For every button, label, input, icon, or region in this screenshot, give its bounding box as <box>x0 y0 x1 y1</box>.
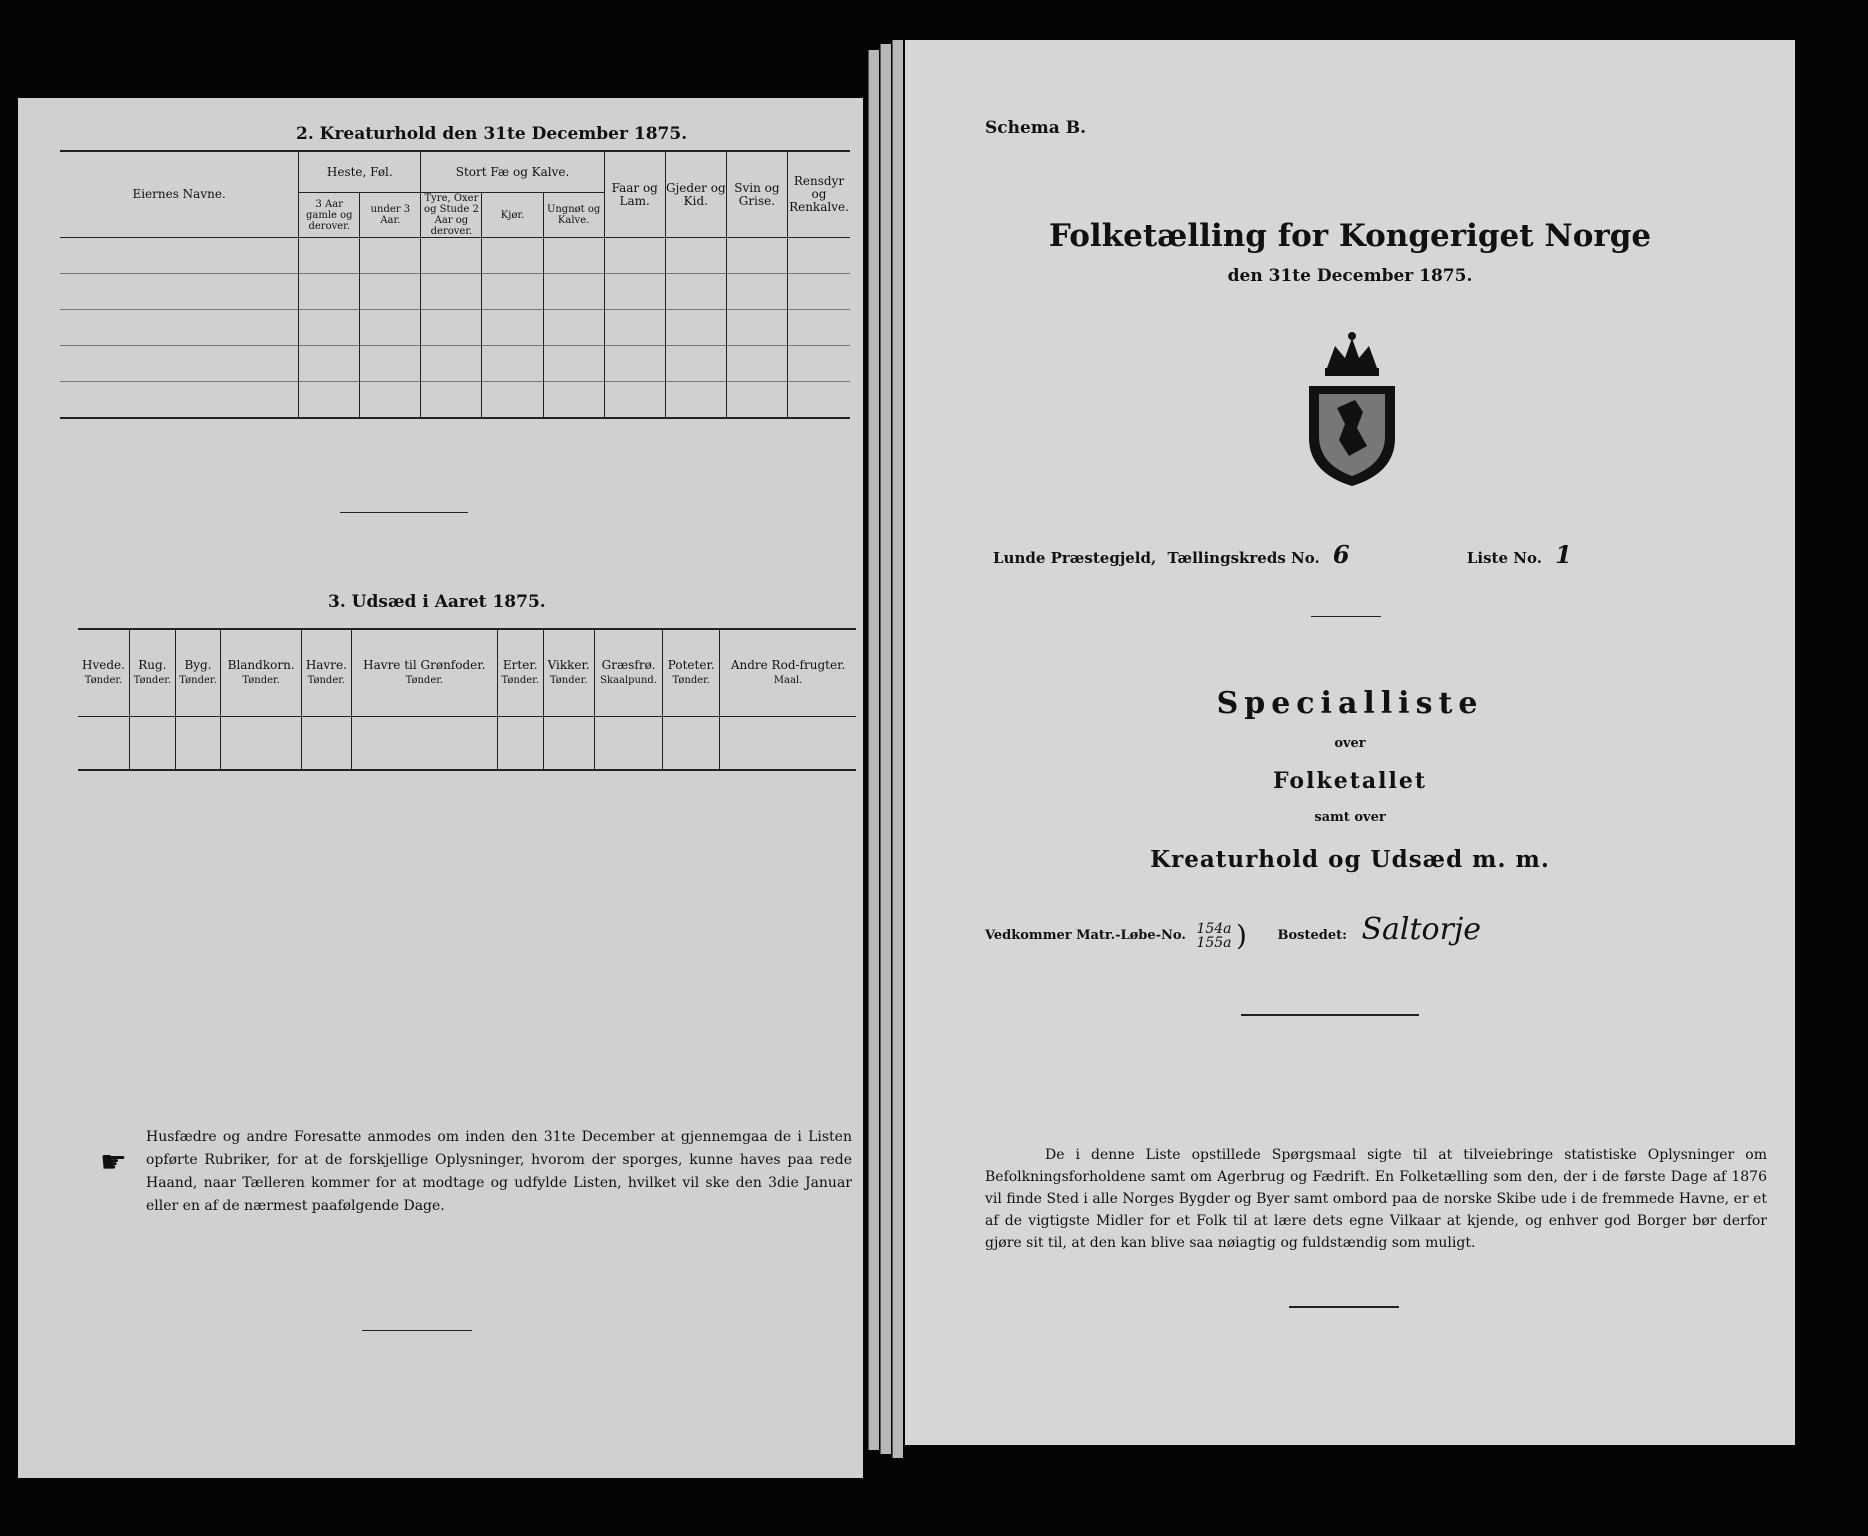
table-row <box>60 238 850 274</box>
goats-header: Gjeder og Kid. <box>665 151 726 238</box>
seed-cell <box>543 717 594 771</box>
matr-line: Vedkommer Matr.-Løbe-No. 154a 155a ) Bostedet: Saltorje <box>985 912 1482 952</box>
seed-column-unit: Tønder. <box>133 675 172 686</box>
seed-cell <box>175 717 221 771</box>
bostedet-value: Saltorje <box>1361 912 1482 947</box>
seed-column-header <box>543 629 594 717</box>
explanation-text: De i denne Liste opstillede Spørgsmaal sigte til at tilveiebringe statistiske Oplysninger om Befolkningsforholdene samt om Agerbrug og Fædrift. En Folketælling som den, der i de første Dage af 1876 vil finde Sted i alle Norges Bygder og Byer samt ombord paa de norske Skibe ude i de fremmede Havne, er et af de vigtigste Midler for et Folk til at lære dets egne Vilkaar at kjende, og enhver god Borger bør derfor gjøre sit til, at den kan blive saa nøiagtig og fuldstændig som muligt. <box>985 1147 1767 1251</box>
seed-column-header <box>175 629 221 717</box>
seed-column-unit: Tønder. <box>242 675 280 686</box>
seed-column-label: Rug. <box>138 658 167 672</box>
seed-column-label: Blandkorn. <box>227 658 295 672</box>
seed-column-label: Græsfrø. <box>601 658 656 672</box>
horses-sub-old: 3 Aar gamle og derover. <box>299 193 360 238</box>
seed-column-unit: Tønder. <box>84 675 123 686</box>
list-label: Liste No. <box>1466 549 1542 567</box>
cattle-sub-cows: Kjør. <box>482 193 543 238</box>
divider <box>1311 616 1381 617</box>
seed-cell <box>497 717 543 771</box>
page-edge <box>880 44 891 1454</box>
seed-column-unit: Tønder. <box>672 675 711 686</box>
coat-of-arms-icon <box>1297 328 1407 488</box>
matr-value-2: 155a <box>1196 934 1232 951</box>
district-label: Tællingskreds No. <box>1167 549 1320 567</box>
seed-column-unit: Tønder. <box>405 675 444 686</box>
table-row <box>78 717 856 771</box>
bostedet-label: Bostedet: <box>1277 928 1347 943</box>
seed-cell <box>720 717 856 771</box>
matr-label: Vedkommer Matr.-Løbe-No. <box>985 928 1186 943</box>
parish-line <box>993 540 1572 569</box>
owner-header: Eiernes Navne. <box>60 151 299 238</box>
seed-cell <box>78 717 130 771</box>
seed-column-header <box>497 629 543 717</box>
left-page <box>18 98 863 1478</box>
seed-cell <box>221 717 302 771</box>
over-text: over <box>1334 736 1366 751</box>
samt-over-text: samt over <box>1314 810 1386 825</box>
folketallet-heading: Folketallet <box>1273 768 1427 794</box>
seed-column-header <box>221 629 302 717</box>
matr-value-1: 154a <box>1196 920 1232 937</box>
seed-column-label: Andre Rod-frugter. <box>730 658 846 672</box>
seed-column-header <box>351 629 497 717</box>
seed-column-header <box>130 629 176 717</box>
seed-cell <box>130 717 176 771</box>
seed-cell <box>663 717 720 771</box>
pigs-header: Svin og Grise. <box>726 151 787 238</box>
divider <box>1289 1306 1399 1308</box>
table-row <box>60 382 850 419</box>
specialliste-heading: Specialliste <box>1216 686 1484 721</box>
cattle-sub-bulls: Tyre, Oxer og Stude 2 Aar og derover. <box>421 193 482 238</box>
horses-sub-young: under 3 Aar. <box>360 193 421 238</box>
census-date: den 31te December 1875. <box>1227 266 1473 286</box>
seed-column-label: Vikker. <box>547 658 590 672</box>
seed-column-label: Hvede. <box>82 658 125 672</box>
table-row <box>60 310 850 346</box>
table-row <box>60 346 850 382</box>
parish-label: Lunde Præstegjeld, <box>993 549 1157 567</box>
seed-column-unit: Maal. <box>773 675 803 686</box>
seed-column-label: Havre til Grønfoder. <box>363 658 486 672</box>
pointing-hand-icon: ☛ <box>100 1145 127 1180</box>
divider <box>340 512 468 513</box>
district-value: 6 <box>1332 540 1350 569</box>
sheep-header: Faar og Lam. <box>604 151 665 238</box>
notice-text: Husfædre og andre Foresatte anmodes om inden den 31te December at gjennemgaa de i Listen opførte Rubriker, for at de forskjellige Oplysninger, hvorom der sporges, kunne haves paa rede Haand, naar Tælleren kommer for at modtage og udfylde Listen, hvilket vil ske den 3die Januar eller en af de nærmest paafølgende Dage. <box>146 1129 852 1214</box>
seed-column-header <box>663 629 720 717</box>
seed-column-header <box>720 629 856 717</box>
kreaturhold-heading: Kreaturhold og Udsæd m. m. <box>1150 846 1550 873</box>
cattle-header: Stort Fæ og Kalve. <box>421 151 604 193</box>
seed-cell <box>351 717 497 771</box>
right-page <box>905 40 1795 1445</box>
seed-column-unit: Tønder. <box>179 675 217 686</box>
schema-label: Schema B. <box>985 118 1087 138</box>
seed-column-header <box>78 629 130 717</box>
page-edge <box>892 40 903 1458</box>
section3-title: 3. Udsæd i Aaret 1875. <box>328 592 546 612</box>
seed-column-unit: Tønder. <box>501 675 540 686</box>
seed-column-label: Poteter. <box>667 658 715 672</box>
horses-header: Heste, Føl. <box>299 151 421 193</box>
seed-column-header <box>301 629 351 717</box>
divider <box>1241 1014 1419 1016</box>
seed-column-header <box>594 629 663 717</box>
divider <box>362 1330 472 1331</box>
reindeer-header: Rensdyr og Renkalve. <box>787 151 850 238</box>
seed-column-label: Byg. <box>184 658 212 672</box>
seed-column-label: Erter. <box>502 658 538 672</box>
seed-column-unit: Tønder. <box>307 675 346 686</box>
seed-cell <box>301 717 351 771</box>
seed-column-unit: Tønder. <box>549 675 588 686</box>
seed-column-label: Havre. <box>305 658 347 672</box>
seed-table <box>78 628 856 771</box>
table-row <box>60 274 850 310</box>
census-title: Folketælling for Kongeriget Norge <box>1048 218 1652 254</box>
page-edge <box>868 50 879 1450</box>
livestock-table <box>60 150 850 419</box>
seed-column-unit: Skaalpund. <box>600 675 658 686</box>
cattle-sub-calves: Ungnøt og Kalve. <box>543 193 604 238</box>
section2-title: 2. Kreaturhold den 31te December 1875. <box>296 124 688 144</box>
list-value: 1 <box>1555 540 1572 569</box>
seed-cell <box>594 717 663 771</box>
